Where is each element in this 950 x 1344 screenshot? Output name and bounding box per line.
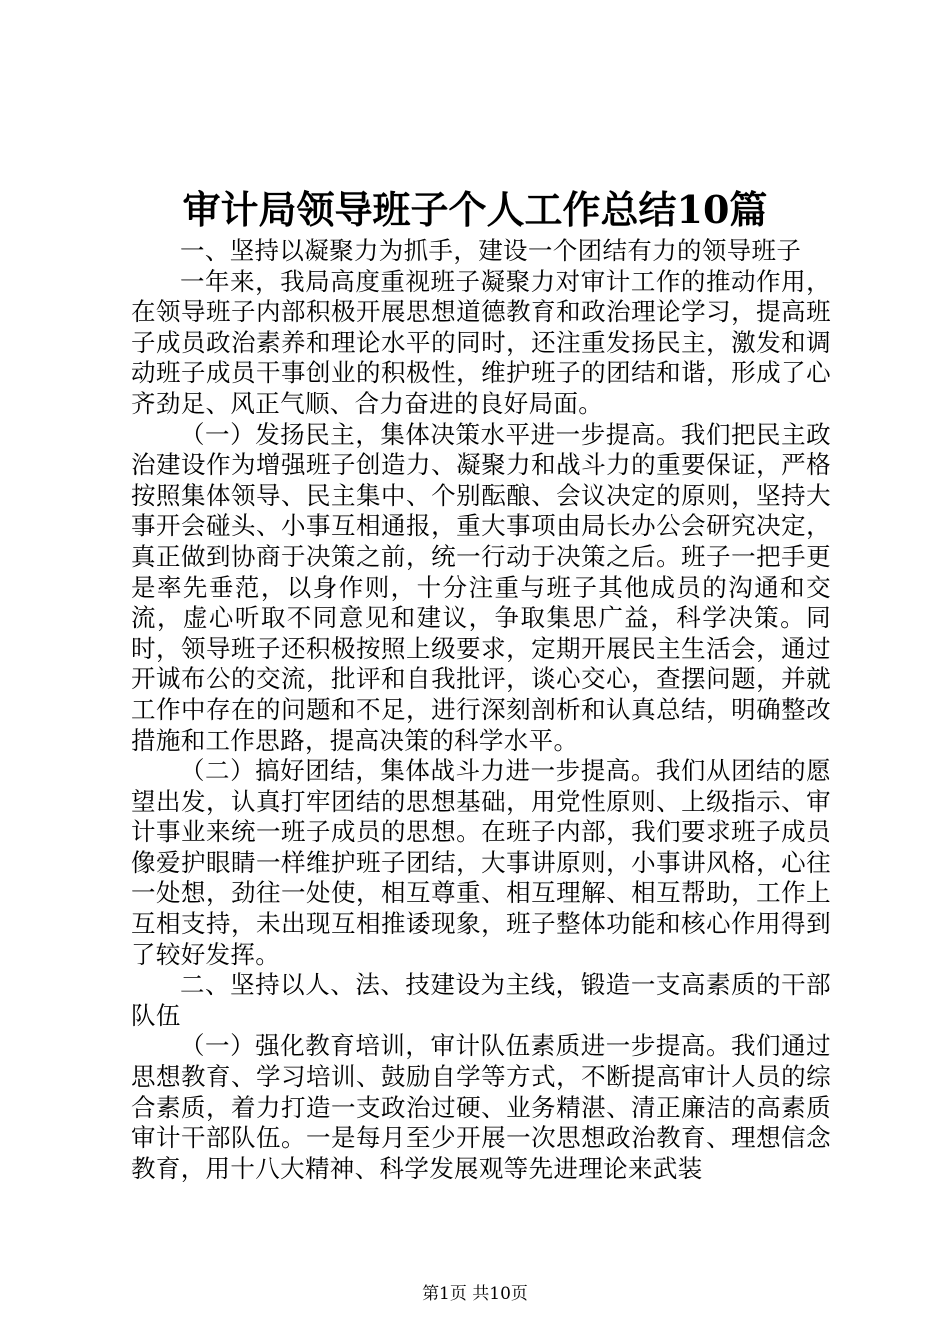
- document-title: 审计局领导班子个人工作总结10篇: [182, 187, 768, 232]
- document-body: [131, 236, 831, 1184]
- paragraph: 一、坚持以凝聚力为抓手，建设一个团结有力的领导班子: [180, 236, 802, 265]
- paragraph: 一年来，我局高度重视班子凝聚力对审计工作的推动作用，在领导班子内部积极开展思想道德教育和政治理论学习，提高班子成员政治素养和理论水平的同时，还注重发扬民主，激发和调动班子成员干事创业的积极性，维护班子的团结和谐，形成了心齐劲足、风正气顺、合力奋进的良好局面。: [131, 266, 831, 418]
- paragraph: （一）发扬民主，集体决策水平进一步提高。我们把民主政治建设作为增强班子创造力、凝聚力和战斗力的重要保证，严格按照集体领导、民主集中、个别酝酿、会议决定的原则，坚持大事开会碰头、小事互相通报，重大事项由局长办公会研究决定，真正做到协商于决策之前，统一行动于决策之后。班子一把手更是率先垂范，以身作则，十分注重与班子其他成员的沟通和交流，虚心听取不同意见和建议，争取集思广益，科学决策。同时，领导班子还积极按照上级要求，定期开展民主生活会，通过开诚布公的交流，批评和自我批评，谈心交心，查摆问题，并就工作中存在的问题和不足，进行深刻剖析和认真总结，明确整改措施和工作思路，提高决策的科学水平。: [131, 419, 831, 755]
- paragraph: （二）搞好团结，集体战斗力进一步提高。我们从团结的愿望出发，认真打牢团结的思想基础，用党性原则、上级指示、审计事业来统一班子成员的思想。在班子内部，我们要求班子成员像爱护眼睛一样维护班子团结，大事讲原则，小事讲风格，心往一处想，劲往一处使，相互尊重、相互理解、相互帮助，工作上互相支持，未出现互相推诿现象，班子整体功能和核心作用得到了较好发挥。: [131, 756, 831, 969]
- paragraph: （一）强化教育培训，审计队伍素质进一步提高。我们通过思想教育、学习培训、鼓励自学等方式，不断提高审计人员的综合素质，着力打造一支政治过硬、业务精湛、清正廉洁的高素质审计干部队伍。一是每月至少开展一次思想政治教育、理想信念教育，用十八大精神、科学发展观等先进理论来武装: [131, 1031, 831, 1183]
- paragraph: 二、坚持以人、法、技建设为主线，锻造一支高素质的干部队伍: [131, 970, 831, 1030]
- page-footer: 第1页 共10页: [422, 1284, 528, 1304]
